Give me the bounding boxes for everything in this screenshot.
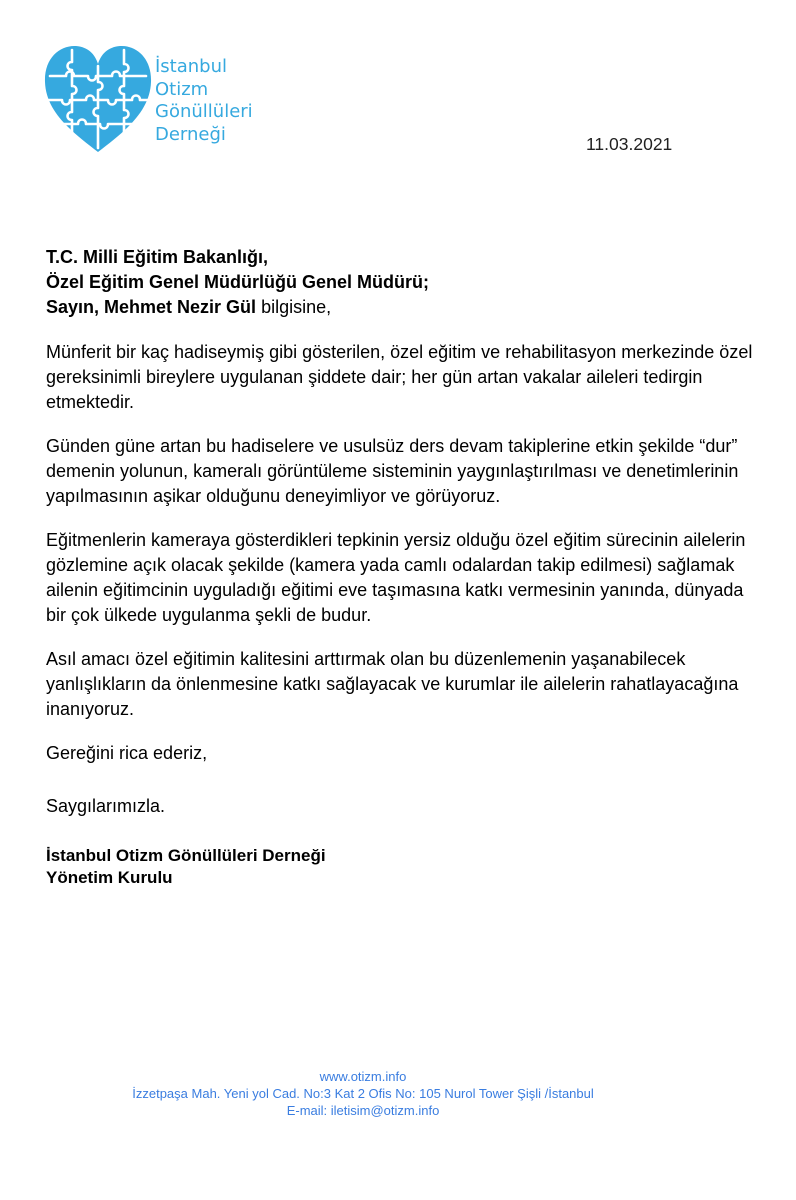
logo-line-2: Otizm: [155, 78, 209, 100]
paragraph-1: Münferit bir kaç hadiseymiş gibi gösterilen, özel eğitim ve rehabilitasyon merkezinde özel gereksinimli bireylere uygulanan şiddete dair; her gün artan vakalar aileleri tedirgin etmektedir.: [46, 342, 753, 412]
signature-organization: İstanbul Otizm Gönüllüleri Derneği: [46, 846, 326, 865]
logo-line-1: İstanbul: [155, 56, 228, 77]
association-logo: [42, 42, 262, 162]
letter-body: [46, 245, 766, 889]
paragraph-3: Eğitmenlerin kameraya gösterdikleri tepkinin yersiz olduğu özel eğitim sürecinin ailelerin gözlemine açık olacak şekilde (kamera yada camlı odalardan takip edilmesi) sağlamak ailenin eğitimcinin uyguladığı eğitimi eve taşımasına katkı vermesinin yanında, dünyada bir çok ülkede uygulanma şekli de budur.: [46, 530, 746, 625]
logo-line-4: Derneği: [155, 123, 226, 145]
letterhead-footer: [0, 1068, 726, 1119]
footer-email-link[interactable]: E-mail: iletisim@otizm.info: [286, 1103, 440, 1118]
paragraph-4: Asıl amacı özel eğitimin kalitesini arttırmak olan bu düzenlemenin yaşanabilecek yanlışlıkların da önlenmesine katkı sağlayacak ve kurumlar ile ailelerin rahatlayacağına inanıyoruz.: [46, 649, 739, 719]
puzzle-heart-icon: [42, 42, 154, 156]
recipient-name: Sayın, Mehmet Nezir Gül: [46, 297, 257, 317]
recipient-department: Özel Eğitim Genel Müdürlüğü Genel Müdürü;: [46, 272, 430, 292]
paragraph-2: Günden güne artan bu hadiselere ve usulsüz ders devam takiplerine etkin şekilde “dur” demenin yolunun, kameralı görüntüleme sisteminin yaygınlaştırılması ve denetimlerinin yapılmasının aşikar olduğunu deneyimliyor ve görüyoruz.: [46, 436, 739, 506]
closing-line: Gereğini rica ederiz,: [46, 743, 208, 763]
signature-block: [46, 845, 766, 889]
footer-address: İzzetpaşa Mah. Yeni yol Cad. No:3 Kat 2 Ofis No: 105 Nurol Tower Şişli /İstanbul: [132, 1086, 594, 1101]
footer-website-link[interactable]: www.otizm.info: [319, 1069, 407, 1084]
letter-date: 11.03.2021: [586, 134, 673, 154]
regards-line: Saygılarımızla.: [46, 796, 166, 816]
signature-board: Yönetim Kurulu: [46, 868, 173, 887]
logo-line-3: Gönüllüleri: [155, 101, 253, 122]
recipient-block: [46, 245, 766, 320]
logo-wordmark: [155, 56, 253, 146]
recipient-ministry: T.C. Milli Eğitim Bakanlığı,: [46, 247, 269, 267]
recipient-suffix: bilgisine,: [256, 297, 332, 317]
